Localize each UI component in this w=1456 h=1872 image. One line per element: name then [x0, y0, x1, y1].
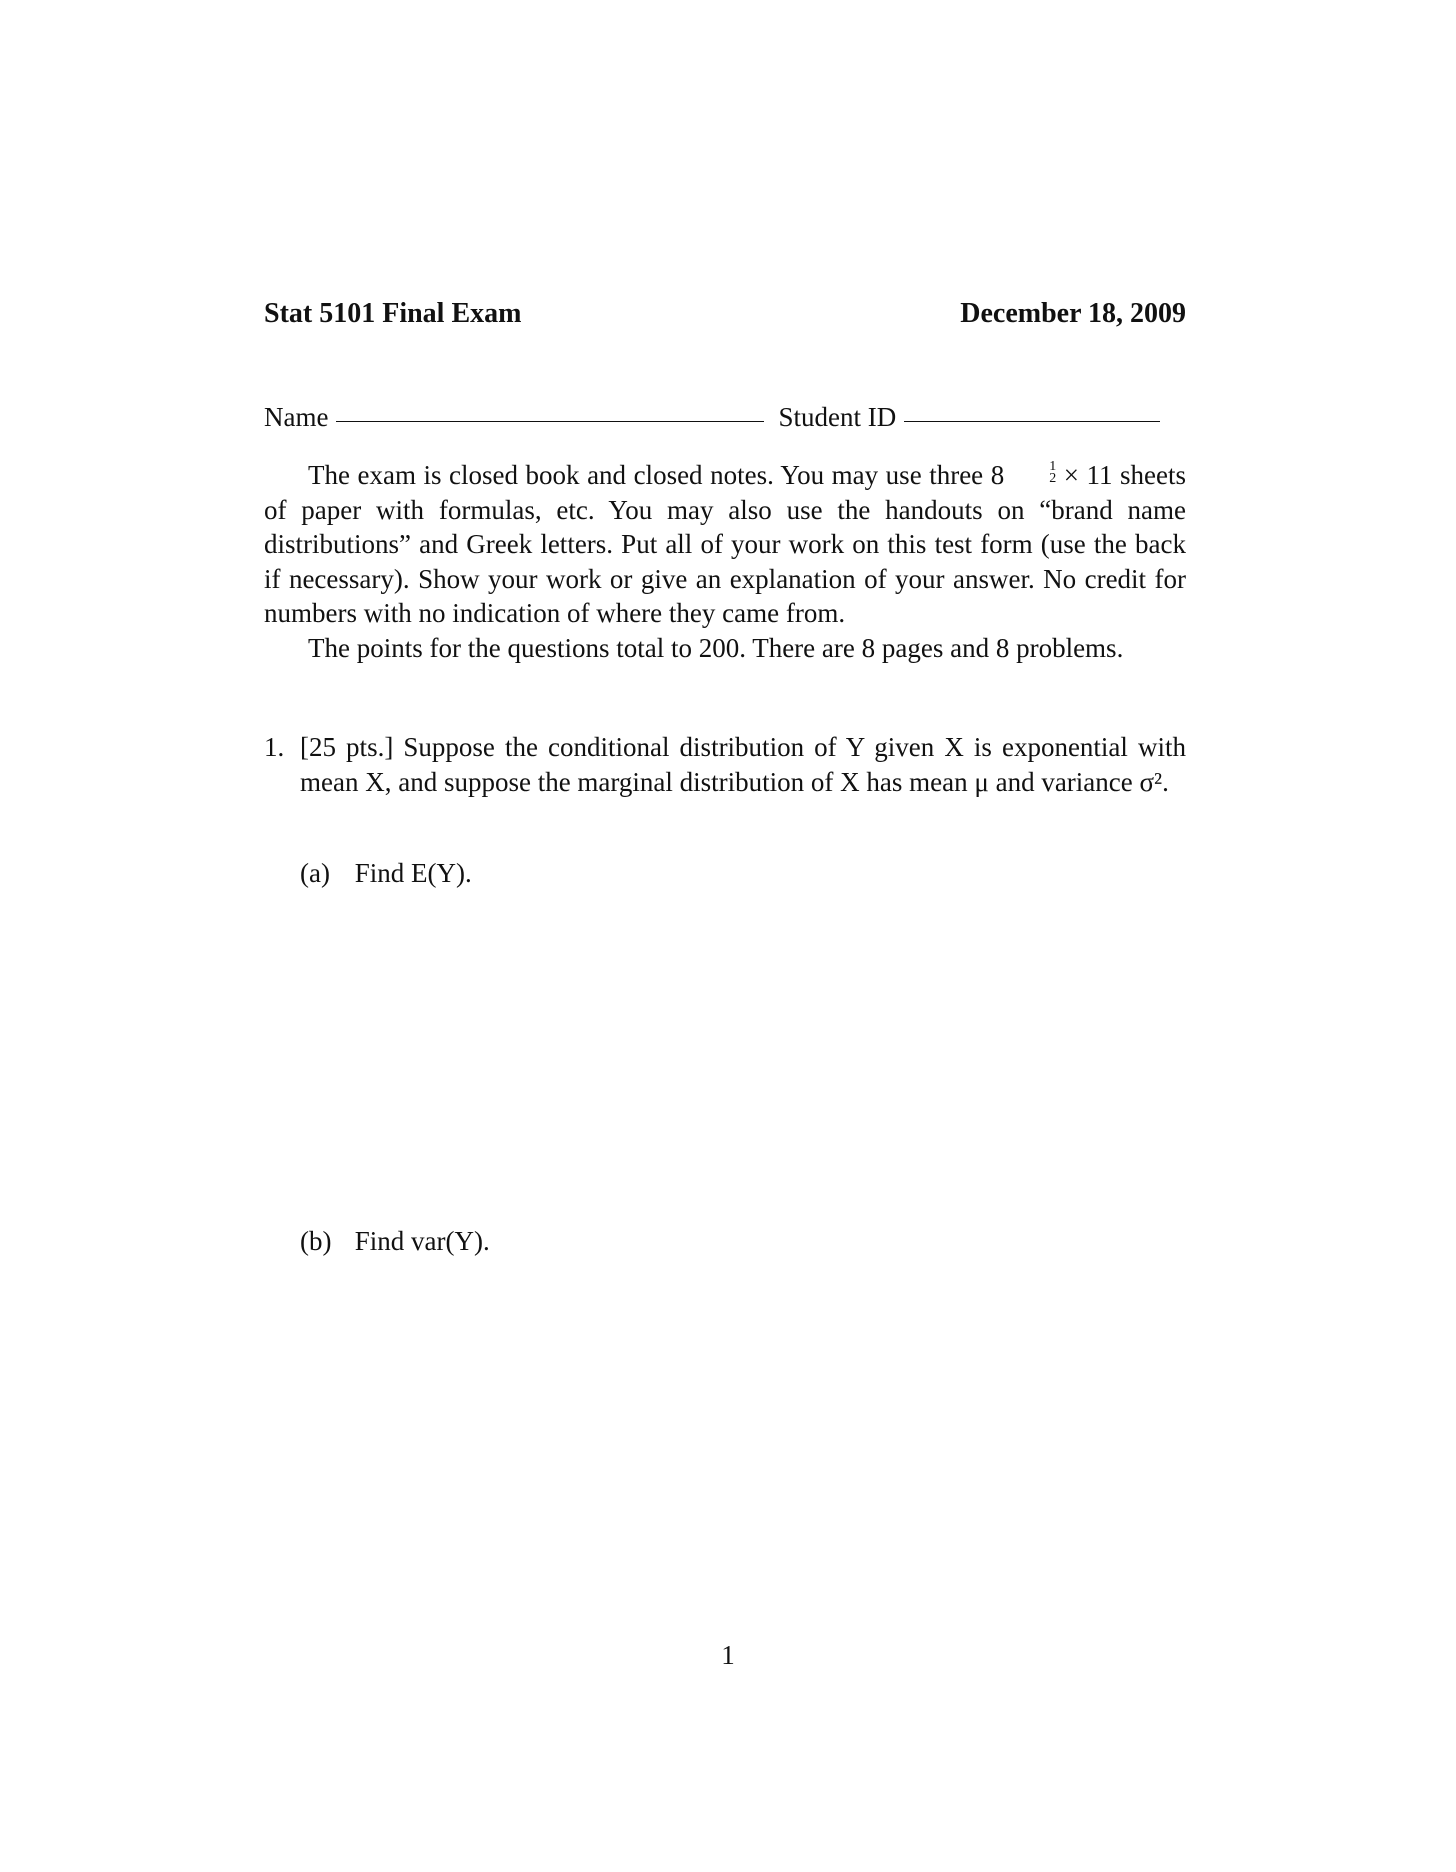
problem-1 [264, 730, 1186, 799]
problem-1-part-a [300, 858, 472, 889]
fraction-numerator: 1 [1049, 458, 1057, 474]
student-id-label: Student ID [778, 402, 897, 432]
instructions-paragraph-1 [264, 458, 1186, 631]
instructions [264, 458, 1186, 665]
student-id-blank-line[interactable] [904, 420, 1160, 422]
exam-date: December 18, 2009 [960, 298, 1186, 329]
part-b-text: Find var(Y). [354, 1226, 490, 1256]
student-fields [264, 402, 1186, 442]
name-label: Name [264, 402, 329, 432]
page-number: 1 [721, 1640, 735, 1670]
part-a-label: (a) [300, 858, 330, 888]
problem-text: [25 pts.] Suppose the conditional distribution of Y given X is exponential with mean X, and suppose the marginal distribution of X has mean μ and variance σ². [300, 732, 1186, 797]
exam-title: Stat 5101 Final Exam [264, 298, 522, 329]
part-b-label: (b) [300, 1226, 332, 1256]
problem-1-part-b [300, 1226, 490, 1257]
instructions-text-rest: × 11 sheets of paper with formulas, etc. You may also use the handouts on “brand name distributions” and Greek letters. Put all of your work on this test form (use the back if necessary). Show your work or give an explanation of your answer. No credit for numbers with no indication of where they came from. [264, 460, 1186, 628]
fraction-one-half [1005, 458, 1057, 486]
instructions-text-start: The exam is closed book and closed notes. You may use three 8 [308, 460, 1005, 490]
fraction-denominator: 2 [1049, 470, 1057, 486]
problem-number: 1. [264, 732, 285, 762]
part-a-text: Find E(Y). [354, 858, 472, 888]
instructions-paragraph-2: The points for the questions total to 200. There are 8 pages and 8 problems. [308, 632, 1124, 663]
exam-header [264, 298, 1186, 338]
name-blank-line[interactable] [336, 420, 764, 422]
